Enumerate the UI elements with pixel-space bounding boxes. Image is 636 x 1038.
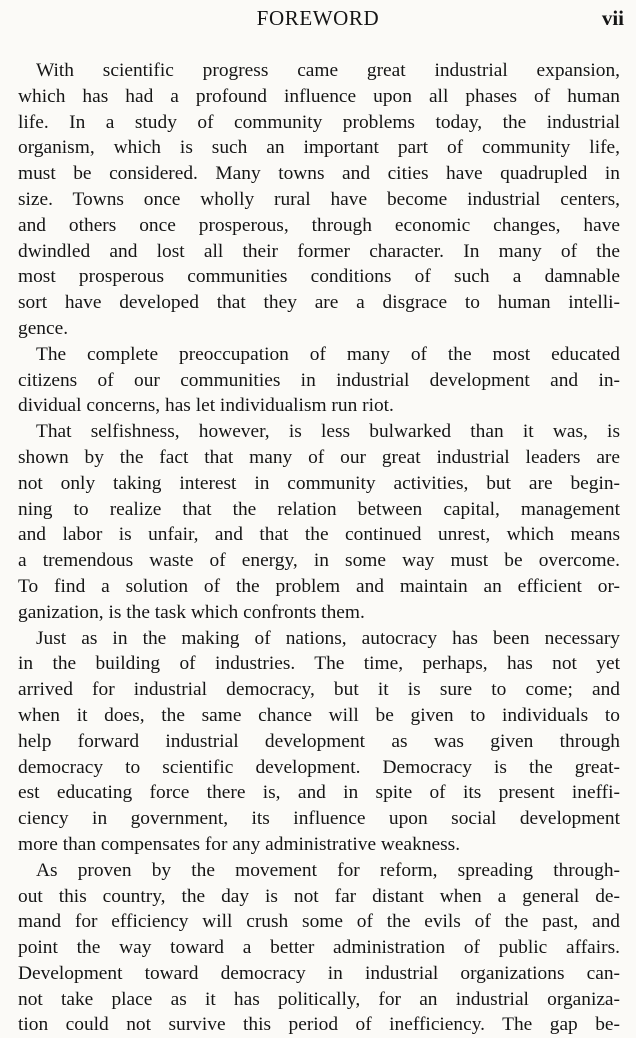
text-line: help forward industrial development as was given through [18,730,620,752]
text-line: gence. [18,317,69,339]
text-line: As proven by the movement for reform, spreading through- [36,859,620,881]
text-line: mand for efficiency will crush some of the evils of the past, and [18,911,620,933]
text-line: organism, which is such an important part of community life, [18,137,620,159]
text-line: ning to realize that the relation between capital, management [18,498,620,520]
text-line: more than compensates for any administrative weakness. [18,833,461,855]
text-line: most prosperous communities conditions of such a damnable [18,266,620,288]
text-line: est educating force there is, and in spite of its present ineffi- [18,782,620,804]
text-line: The complete preoccupation of many of the most educated [36,343,620,365]
text-line: dividual concerns, has let individualism run riot. [18,395,394,417]
text-line: and others once prosperous, through economic changes, have [18,214,620,236]
text-line: must be considered. Many towns and cities have quadrupled in [18,163,620,185]
text-line: Just as in the making of nations, autocracy has been necessary [36,627,620,649]
paragraph [18,626,620,858]
page-title: FOREWORD [256,6,380,30]
text-line: life. In a study of community problems today, the industrial [18,111,620,133]
paragraph [18,58,620,342]
text-line: ganization, is the task which confronts them. [18,601,365,623]
text-line: citizens of our communities in industrial development and in- [18,369,620,391]
paragraph [18,419,620,625]
text-line: not only taking interest in community activities, but are begin- [18,472,620,494]
text-line: Development toward democracy in industrial organizations can- [18,962,620,984]
text-line: To find a solution of the problem and maintain an efficient or- [18,575,620,597]
text-line: which has had a profound influence upon all phases of human [18,85,620,107]
text-line: dwindled and lost all their former character. In many of the [18,240,620,262]
text-line: point the way toward a better administration of public affairs. [18,937,620,959]
text-line: and labor is unfair, and that the continued unrest, which means [18,524,620,546]
text-line: tion could not survive this period of inefficiency. The gap be- [18,1014,620,1036]
text-line: a tremendous waste of energy, in some way must be overcome. [18,550,620,572]
text-line: shown by the fact that many of our great industrial leaders are [18,446,620,468]
text-line: democracy to scientific development. Democracy is the great- [18,756,620,778]
text-line: With scientific progress came great industrial expansion, [36,60,620,81]
text-line: arrived for industrial democracy, but it is sure to come; and [18,679,620,701]
text-line: size. Towns once wholly rural have become industrial centers, [18,188,620,210]
text-line: in the building of industries. The time, perhaps, has not yet [18,653,620,675]
text-line: not take place as it has politically, for an industrial organiza- [18,988,620,1010]
text-line: sort have developed that they are a disgrace to human intelli- [18,292,620,314]
paragraph [18,858,620,1038]
text-line: when it does, the same chance will be given to individuals to [18,704,620,726]
page-number: vii [601,6,624,30]
text-line: ciency in government, its influence upon social development [18,808,620,830]
text-line: That selfishness, however, is less bulwarked than it was, is [36,421,620,443]
text-line: out this country, the day is not far distant when a general de- [18,885,620,907]
running-head [0,6,636,36]
body-text [18,58,620,1038]
paragraph [18,342,620,419]
